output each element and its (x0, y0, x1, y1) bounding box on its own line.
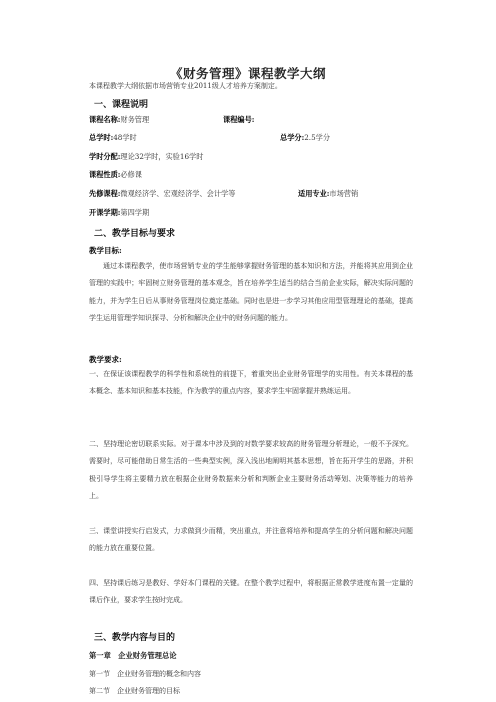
total-hours-label: 总学时: (89, 133, 114, 142)
prerequisite-value: 微观经济学、宏观经济学、会计学等 (120, 189, 236, 198)
credits-row (280, 133, 330, 143)
total-hours-row (89, 133, 137, 143)
semester-label: 开课学期: (89, 208, 121, 217)
course-name-row (89, 115, 149, 125)
major-row (298, 189, 358, 199)
goal-label: 教学目标: (89, 246, 122, 255)
hours-split-value: 理论32学时，实验16学时 (120, 152, 204, 161)
course-name-value: 财务管理 (120, 115, 150, 124)
major-label: 适用专业: (298, 189, 330, 198)
goal-paragraph: 通过本课程教学，使市场营销专业的学生能够掌握财务管理的基本知识和方法，并能将其应用到企业管理的实践中；牢固树立财务管理的基本观念，旨在培养学生适当的结合当前企业实际，解决实际问题的能力，并为学生日后从事财务管理岗位奠定基础。同时也是进一步学习其他应用型管理理论的基础，提高学生运用管理学知识探寻、分析和解决企业中的财务问题的能力。 (89, 262, 413, 323)
chapter-1-section-2: 第二节 企业财务管理的目标 (89, 687, 180, 695)
semester-value: 第四学期 (120, 208, 150, 217)
course-code-label: 课程编号: (223, 115, 255, 124)
intro-line: 本课程教学大纲依据市场营销专业2011级人才培养方案制定。 (89, 82, 282, 90)
prerequisite-label: 先修课程: (89, 189, 121, 198)
course-nature-label: 课程性质: (89, 170, 121, 179)
chapter-1-heading: 第一章 企业财务管理总论 (89, 651, 177, 660)
prerequisite-row (89, 189, 235, 199)
semester-row (89, 208, 149, 218)
chapter-1-section-1: 第一节 企业财务管理的概念和内容 (89, 670, 201, 678)
requirement-paragraph-3: 三、课堂讲授实行启发式，力求做到少而精，突出重点，并注意将培养和提高学生的分析问题和解决问题的能力放在重要位置。 (89, 527, 413, 553)
requirement-paragraph-2: 二、坚持理论密切联系实际。对于课本中涉及到的对数学要求较高的财务管理分析理论，一般不予深究。需要时，尽可能借助日常生活的一些典型实例，深入浅出地阐明其基本思想，旨在拓开学生的思路，并积极引导学生将主要精力放在根据企业财务数据来分析和判断企业主要财务活动筹划、决策等能力的培养上。 (89, 440, 413, 501)
course-nature-row (89, 170, 142, 180)
hours-split-row (89, 152, 203, 162)
major-value: 市场营销 (329, 189, 359, 198)
total-hours-value: 48学时 (113, 133, 137, 142)
section-heading-content: 三、教学内容与目的 (94, 633, 176, 643)
course-code-row (223, 115, 254, 125)
hours-split-label: 学时分配: (89, 152, 121, 161)
requirement-paragraph-1: 一、在保证该课程教学的科学性和系统性的前提下，着重突出企业财务管理学的实用性。有关本课程的基本概念、基本知识和基本技能，作为教学的重点内容，要求学生牢固掌握并熟练运用。 (89, 370, 413, 396)
requirement-paragraph-4: 四、坚持课后练习是教好、学好本门课程的关键。在整个教学过程中，将根据正常教学进度布置一定量的课后作业，要求学生按时完成。 (89, 579, 413, 605)
course-nature-value: 必修课 (120, 170, 142, 179)
section-heading-goals: 二、教学目标与要求 (94, 229, 176, 239)
document-title: 《财务管理》课程教学大纲 (169, 66, 326, 81)
requirements-label: 教学要求: (89, 355, 122, 364)
credits-value: 2.5学分 (304, 133, 331, 142)
section-heading-course-info: 一、课程说明 (94, 100, 149, 110)
credits-label: 总学分: (280, 133, 305, 142)
course-name-label: 课程名称: (89, 115, 121, 124)
